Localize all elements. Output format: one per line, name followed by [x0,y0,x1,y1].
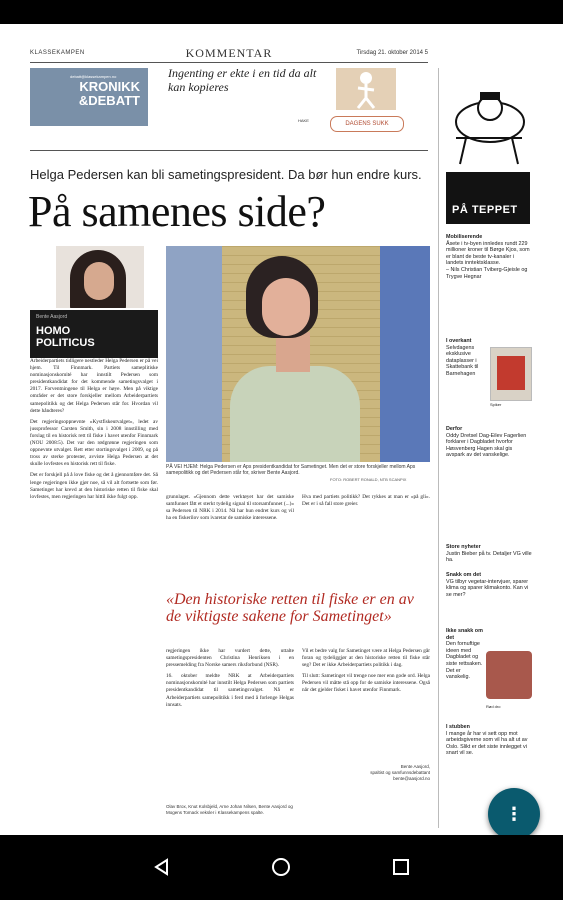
pull-quote: «Den historiske retten til fiske er en av de viktigste sakene for Sametinget» [166,591,414,625]
sukk-label: DAGENS SUKK [330,116,404,132]
sign-caption: Spiker [490,402,502,407]
photo-credit: FOTO: ROBERT RONALD, NTB SCANPIX [330,477,407,482]
rc-ikke-text: Den fornuftige ideen med Dagbladet og siste rettsaken. Det er vanskelig. [446,641,483,681]
col3-paragraph-2: Vil et bedre valg for Sametinget være at Helga Pedersen går foran og tydeliggjør at den historiske retten til fiske står seg? Det er ikke Arbeiderpartiets politikk i dag. [302,648,430,669]
col3-paragraph-3: Til slutt: Sametinget vil trenge noe mer enn gode ord. Helga Pedersen vil måtte stå opp for de samiske interessene. Også når det gjelder fisket i havet utenfor Finnmark. [302,673,430,694]
rc-snakk-text: VG tilbyr vegetar-intervjuer, sparer klima og sparer klimakonto. Kan vi se mer? [446,578,529,598]
rc-ikke [446,628,486,681]
article-photo [166,246,430,462]
cartoon-figure-icon [446,78,532,168]
section-title: KOMMENTAR [185,46,273,60]
rc-store-text: Justin Bieber på tv. Detaljer VG ville ha. [446,550,532,564]
article-column-3-bottom [302,648,430,758]
section-left: KLASSEKAMPEN [30,50,85,56]
col1-paragraph-1: Arbeiderpartiets tidligere nestleder Helga Pedersen er på vei hjem. Til Finnmark. Partiets sameplitiske nominasjonskomité har innstilt Pedersen som presidentkandidat for det kommende sametingsvalget i 2017. Forventningene til Helga er høye. Men på viktige områder er det store forskjeller mellom Arbeiderpartiets samepolitikk og det Helga Pedersen står for. Hvordan vil dette håndteres? [30,358,158,414]
rc-store [446,544,532,564]
home-button[interactable] [263,849,299,885]
signature-role: spaltist og samfunnsdebattant [370,770,430,775]
status-bar [0,0,563,24]
photo-blue-right [380,246,430,462]
rc-i-overkant-text: Selvdagens eksklusive dataplasser i Skattebank til Barnehagen [446,344,479,377]
banner-title-line2: &DEBATT [78,93,140,108]
rc-i-overkant [446,338,488,378]
photo-blue-left [166,246,222,462]
col1-paragraph-3: Det er forskjell på å love fiske og det å gjennomføre det. Så lenge regjeringen ikke gjør noe, så vil alt fortsette som før. Sametinget har krevd at den historiske retten til fiske skal lovfestes, men regjeringen har hittil ikke fulgt opp. [30,472,158,500]
column-badge [30,310,158,358]
header-rule [30,62,428,63]
rc-derfor-text: Oddy Dretsel Dag-Eilev Fagerlien forklarer i Dagbladet hvorfor Høsvenberg Hagen skal gis avspark av det vanskelige. [446,432,527,459]
column-title-line2: POLITICUS [36,337,95,349]
dagens-sukk [330,68,402,138]
rc-item-1 [446,234,532,280]
col2-paragraph-2: regjeringen ikke har vurdert dette, uttalte sametingspresidenten Christina Henriksen i en pressemelding fra Norske samers riksforbund (NSR). [166,648,294,669]
sukk-illustration [336,68,396,110]
article-subtitle: Helga Pedersen kan bli sametingspresident. Da bør hun endre kurs. [30,167,422,182]
signature-name: Bente Aasjord, [400,764,430,769]
column-byline: Bente Aasjord [36,314,68,320]
rc-item-1-src: – Nils Christian Tviberg-Gjeisle og Trygve Hegnar [446,266,528,280]
rc-snakk-head: Snakk om det [446,572,482,578]
sign-photo [490,347,532,401]
photo-face [262,278,310,336]
pa-teppet-title: PÅ TEPPET [452,204,518,216]
rc-store-head: Store nyheter [446,544,481,550]
col2-paragraph-1: grunnlaget. «Gjennom dette verktøyet har det samiske samfunnet fått et sterkt tydelig signal til storsamfunnet (...)» sa Pedersen til NRK i 2014. Nå har hun endret kurs og vil ha en fiskerilov som ivaretar de samiske interessene. [166,494,294,522]
rc-irubben-head: I stubben [446,724,470,730]
photo-body [230,366,360,462]
col1-paragraph-2: Det regjeringsoppnevnte «Kystfiskeutvalget», ledet av jussprofessor Carsten Smith, sin i 2008 innstilling med forslag til en historisk rett til fiske i havet utenfor Finnmark (NOU 2008:5). Det var den rødgrønne regjeringen som oppnevnte utvalget. Rett etter stortingsvalget i 2009, og på tross av sterke protester, avviste Helga Pedersen at det skulle lovfestes en historisk rett til fiske. [30,418,158,468]
rc-irubben [446,724,532,757]
article-headline: På samenes side? [28,187,326,236]
photo-caption: PÅ VEI HJEM: Helga Pedersen er Aps presidentkandidat for Sametinget. Men det er store forskjeller mellom Aps samepolitikk og det Pedersen står for, skriver Bente Aasjord. [166,464,416,476]
rc-derfor [446,426,532,459]
rc-item-1-head: Mobiliserende [446,234,483,240]
article-column-3-top [302,494,430,586]
rc-item-1-text: Åsete i tv-byen innledes rundt 229 millioner kroner til Børge Kjos, som er blant de beste tv-kanaler i landets inntektsklasse. [446,240,530,267]
signature-email: bente@aasjord.no [393,776,430,781]
newspaper-page[interactable] [0,24,563,835]
article-column-2-top [166,494,294,586]
column-title-line1: HOMO [36,325,71,337]
banner-title [79,80,140,108]
article-column-1 [30,358,158,828]
banner-email: debatt@klassekampen.no [70,74,117,79]
banner-title-line1: KRONIKK [79,79,140,94]
col2-paragraph-3: 16. oktober meldte NRK at Arbeiderpartiets nominasjonskomité har innstilt Helga Pedersen som partiets presidentkandidat til sametingsvalget. Nå er Arbeiderpartiets samepolitikk i ferd med å forlenge Helgas innsats. [166,673,294,708]
photo-neck [276,332,310,372]
cartoon-illustration [446,78,532,168]
more-vert-icon: ⋮ [505,803,523,825]
hake-label: HAKE [298,118,309,123]
author-portrait [56,246,144,308]
article-column-2-bottom [166,648,294,798]
recents-button[interactable] [383,849,419,885]
column-title [36,325,95,349]
rc-derfor-head: Derfor [446,426,463,432]
rc-irubben-text: I mange år har vi sett opp mot arbeidsgiverne som vil ha alt ut av Oslo. Slikt er det siste innlegget vi snart vil se. [446,730,528,757]
col2-footer: Olav Brox, Knut Kolsbjeld, Arne Johan Nilsen, Bente Aasjord og Mogens Tomack veksler i Klassekampens spalte. [166,804,293,815]
portrait-face [84,262,114,300]
recents-square-icon [391,857,411,877]
col3-paragraph-1: Hva med partiets politikk? Det rykkes at man er «på gli». Det er i så fall store greier. [302,494,430,508]
dancing-figure-icon [336,68,396,110]
home-circle-icon [270,856,292,878]
top-section-rule [30,150,428,151]
rc-i-overkant-head: I overkant [446,338,472,344]
date-page: Tirsdag 21. oktober 2014 5 [356,50,428,56]
potato-photo [486,651,532,699]
potato-caption: Rød dro [486,704,501,709]
android-nav-bar [0,835,563,900]
pa-teppet-box [446,172,530,224]
rc-snakk [446,572,532,598]
sign-shape [497,356,525,390]
column-divider [438,68,439,828]
rc-ikke-head: Ikke snakk om det [446,628,483,641]
top-quote: Ingenting er ekte i en tid da alt kan kopieres [168,66,317,94]
author-signature [302,764,430,782]
kronikk-banner [30,68,148,126]
page-header [30,46,428,60]
back-button[interactable] [144,849,180,885]
more-options-button[interactable] [488,788,540,835]
back-triangle-icon [152,857,172,877]
